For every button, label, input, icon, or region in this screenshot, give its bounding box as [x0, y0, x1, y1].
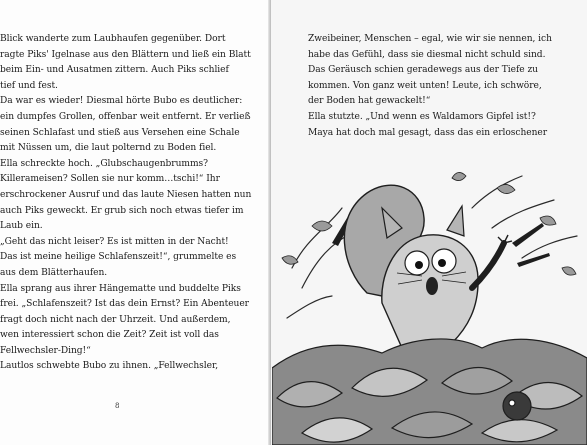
text-line: der Boden hat gewackelt!“	[308, 96, 431, 107]
left-page-text	[0, 32, 268, 375]
text-line: „Geht das nicht leiser? Es ist mitten in der Nacht!	[0, 236, 229, 247]
squirrel-leaf-pile-illustration	[272, 148, 587, 445]
text-line: Killerameisen? Sollen sie nur komm…tschi!“ Ihr	[0, 174, 220, 185]
text-line: erschrockener Ausruf und das laute Niesen hatten nun	[0, 189, 252, 200]
text-line: ragte Piks' Igelnase aus den Blättern und ließ ein Blatt	[0, 49, 251, 60]
text-line: Fellwechsler-Ding!“	[0, 345, 91, 356]
text-line: tief und fest.	[0, 80, 58, 91]
text-line: Ella schreckte hoch. „Glubschaugenbrumms?	[0, 158, 208, 169]
text-line: habe das Gefühl, dass sie diesmal nicht schuld sind.	[308, 49, 546, 60]
left-page	[0, 0, 270, 445]
right-page-text	[308, 32, 578, 141]
leaf-pile	[272, 339, 587, 445]
page-number: 8	[115, 402, 120, 410]
text-line: Da war es wieder! Diesmal hörte Bubo es deutlicher:	[0, 96, 243, 107]
text-line: kommen. Von ganz weit unten! Leute, ich schwöre,	[308, 80, 542, 91]
text-line: beim Ein- und Ausatmen zittern. Auch Piks schlief	[0, 65, 229, 76]
text-line: fragt doch nicht nach der Uhrzeit. Und außerdem,	[0, 314, 231, 325]
squirrel	[344, 185, 512, 348]
text-line: seinen Schlafast und stieß aus Versehen eine Schale	[0, 127, 240, 138]
text-line: Ella sprang aus ihrer Hängematte und buddelte Piks	[0, 283, 241, 294]
text-line: wen interessiert schon die Zeit? Zeit ist voll das	[0, 330, 219, 341]
text-line: Lautlos schwebte Bubo zu ihnen. „Fellwechsler,	[0, 361, 219, 372]
text-line: auch Piks geweckt. Er grub sich noch etwas tiefer im	[0, 205, 244, 216]
text-line: mit Nüssen um, die laut polternd zu Boden fiel.	[0, 143, 217, 154]
text-line: Das Geräusch schien geradewegs aus der Tiefe zu	[308, 65, 538, 76]
text-line: Maya hat doch mal gesagt, dass das ein erloschener	[308, 127, 548, 138]
text-line: Laub ein.	[0, 221, 43, 232]
text-line: Blick wanderte zum Laubhaufen gegenüber. Dort	[0, 34, 226, 44]
text-line: ein dumpfes Grollen, offenbar weit entfernt. Er verließ	[0, 111, 251, 122]
text-line: Ella stutzte. „Und wenn es Waldamors Gipfel ist!?	[308, 111, 536, 122]
text-line: aus dem Blätterhaufen.	[0, 267, 108, 278]
text-line: frei. „Schlafenszeit? Ist das dein Ernst? Ein Abenteuer	[0, 299, 249, 310]
text-line: Zweibeiner, Menschen – egal, wie wir sie nennen, ich	[308, 34, 552, 44]
text-line: Das ist meine heilige Schlafenszeit!“, grummelte es	[0, 252, 237, 263]
